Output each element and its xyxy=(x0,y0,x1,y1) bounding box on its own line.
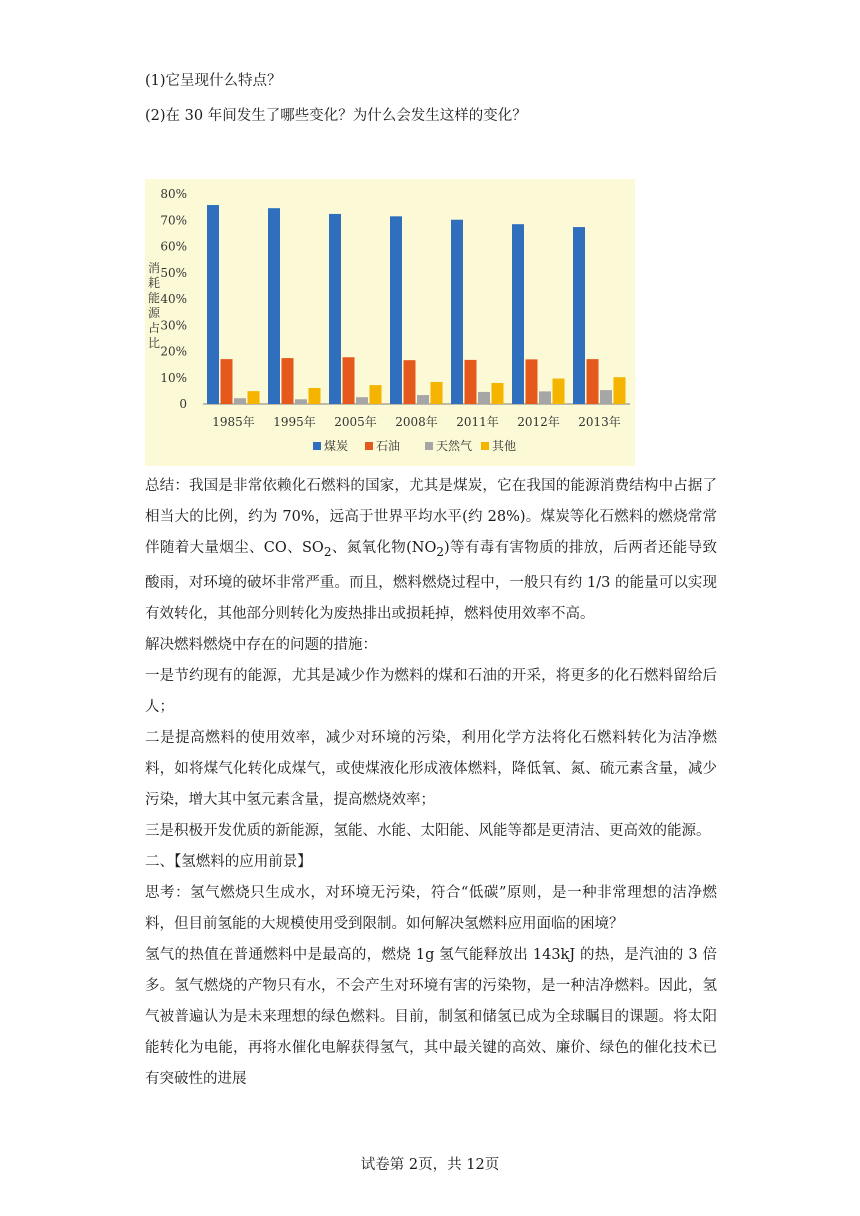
measure-2: 二是提高燃料的使用效率，减少对环境的污染，利用化学方法将化石燃料转化为洁净燃料，如将煤气化转化成煤气，或使煤液化形成液体燃料，降低氧、氮、硫元素含量，减少污染，增大其中氢元素含量，提高燃烧效率； xyxy=(145,729,717,808)
legend-swatch xyxy=(365,442,373,450)
bar-3 xyxy=(248,391,260,404)
bar-3 xyxy=(309,388,321,404)
summary-text-b: 、氮氧化物(NO xyxy=(331,540,437,556)
measure-1: 一是节约现有的能源，尤其是减少作为燃料的煤和石油的开采，将更多的化石燃料留给后人； xyxy=(145,667,717,715)
x-tick-label: 2011年 xyxy=(456,415,499,429)
legend-swatch xyxy=(313,442,321,450)
y-tick-label: 70% xyxy=(160,213,187,228)
y-tick-label: 80% xyxy=(160,187,187,201)
bar-3 xyxy=(492,383,504,404)
legend-label: 天然气 xyxy=(436,439,473,453)
y-tick-label: 40% xyxy=(160,292,187,306)
so2-subscript: 2 xyxy=(323,544,332,559)
y-axis-label-char: 消 xyxy=(147,261,161,275)
think-paragraph: 思考：氢气燃烧只生成水，对环境无污染，符合“低碳”原则，是一种非常理想的洁净燃料，但目前氢能的大规模使用受到限制。如何解决氢燃料应用面临的困境？ xyxy=(145,884,717,932)
measures-title: 解决燃料燃烧中存在的问题的措施： xyxy=(145,636,377,653)
measure-3: 三是积极开发优质的新能源，氢能、水能、太阳能、风能等都是更清洁、更高效的能源。 xyxy=(145,822,711,839)
bar-2 xyxy=(234,398,246,404)
y-axis-label-char: 比 xyxy=(147,336,161,350)
bar-3 xyxy=(431,382,443,404)
legend-swatch xyxy=(481,442,489,450)
legend-label: 石油 xyxy=(376,439,401,453)
bar-0 xyxy=(451,220,463,404)
bar-2 xyxy=(295,399,307,404)
question-1: (1)它呈现什么特点？ xyxy=(145,73,282,89)
bar-0 xyxy=(207,205,219,404)
bar-2 xyxy=(600,390,612,404)
bar-1 xyxy=(343,357,355,404)
y-tick-label: 10% xyxy=(160,370,187,385)
bar-1 xyxy=(404,360,416,404)
y-axis-label-char: 源 xyxy=(147,306,161,320)
bar-3 xyxy=(553,379,565,404)
question-2: (2)在 30 年间发生了哪些变化？为什么会发生这样的变化？ xyxy=(145,108,527,124)
bar-0 xyxy=(268,208,280,404)
x-tick-label: 2005年 xyxy=(334,415,377,429)
bar-2 xyxy=(478,392,490,404)
bar-1 xyxy=(221,359,233,404)
bar-0 xyxy=(390,216,402,404)
bar-1 xyxy=(465,360,477,404)
summary-text-c: )等有毒有害物质的排放，后两者还能导致酸雨，对环境的破坏非常严重。而且，燃料燃烧过程中，一般只有约 1/3 的能量可以实现有效转化，其他部分则转化为废热排出或损耗掉，燃料使用效率不高。 xyxy=(145,540,717,622)
bar-0 xyxy=(329,214,341,404)
bar-chart-svg xyxy=(145,179,635,466)
y-axis-label-char: 占 xyxy=(147,321,161,335)
legend-label: 煤炭 xyxy=(324,439,349,453)
x-tick-label: 2008年 xyxy=(395,415,438,429)
bar-0 xyxy=(512,224,524,404)
y-tick-label: 20% xyxy=(160,344,187,359)
no2-subscript: 2 xyxy=(436,544,445,559)
y-axis-label-char: 耗 xyxy=(147,276,161,290)
y-axis-label-char: 能 xyxy=(147,291,161,305)
bar-2 xyxy=(356,397,368,404)
section-2-title: 二、【氢燃料的应用前景】 xyxy=(145,853,312,870)
bar-2 xyxy=(417,395,429,404)
y-tick-label: 60% xyxy=(160,239,187,254)
bar-3 xyxy=(370,385,382,404)
legend-label: 其他 xyxy=(492,439,517,453)
bar-0 xyxy=(573,227,585,404)
x-tick-label: 1995年 xyxy=(273,415,316,429)
bar-1 xyxy=(282,358,294,404)
hydrogen-paragraph: 氢气的热值在普通燃料中是最高的，燃烧 1g 氢气能释放出 143kJ 的热，是汽油的 3 倍多。氢气燃烧的产物只有水，不会产生对环境有害的污染物，是一种洁净燃料。因此，氢气被普遍认为是未来理想的绿色燃料。目前，制氢和储氢已成为全球瞩目的课题。将太阳能转化为电能，再将水催化电解获得氢气，其中最关键的高效、廉价、绿色的催化技术已有突破性的进展 xyxy=(145,946,717,1087)
legend-swatch xyxy=(425,442,433,450)
x-tick-label: 2013年 xyxy=(578,415,621,429)
y-tick-label: 30% xyxy=(160,318,187,333)
summary-text-a: 总结：我国是非常依赖化石燃料的国家，尤其是煤炭，它在我国的能源消费结构中占据了相当大的比例，约为 70%，远高于世界平均水平(约 28%)。煤炭等化石燃料的燃烧常常伴随着大量烟尘、CO、SO xyxy=(145,478,717,556)
summary-paragraph xyxy=(145,471,717,630)
bar-1 xyxy=(526,359,538,404)
energy-consumption-chart xyxy=(145,179,635,466)
y-tick-label: 50% xyxy=(160,265,187,280)
page-footer: 试卷第 2页，共 12页 xyxy=(360,1157,500,1173)
x-tick-label: 2012年 xyxy=(517,415,560,429)
x-tick-label: 1985年 xyxy=(212,415,255,429)
body-text xyxy=(145,471,717,1095)
bar-1 xyxy=(587,359,599,404)
bar-2 xyxy=(539,391,551,404)
bar-3 xyxy=(614,377,626,404)
y-tick-label: 0 xyxy=(179,397,187,411)
